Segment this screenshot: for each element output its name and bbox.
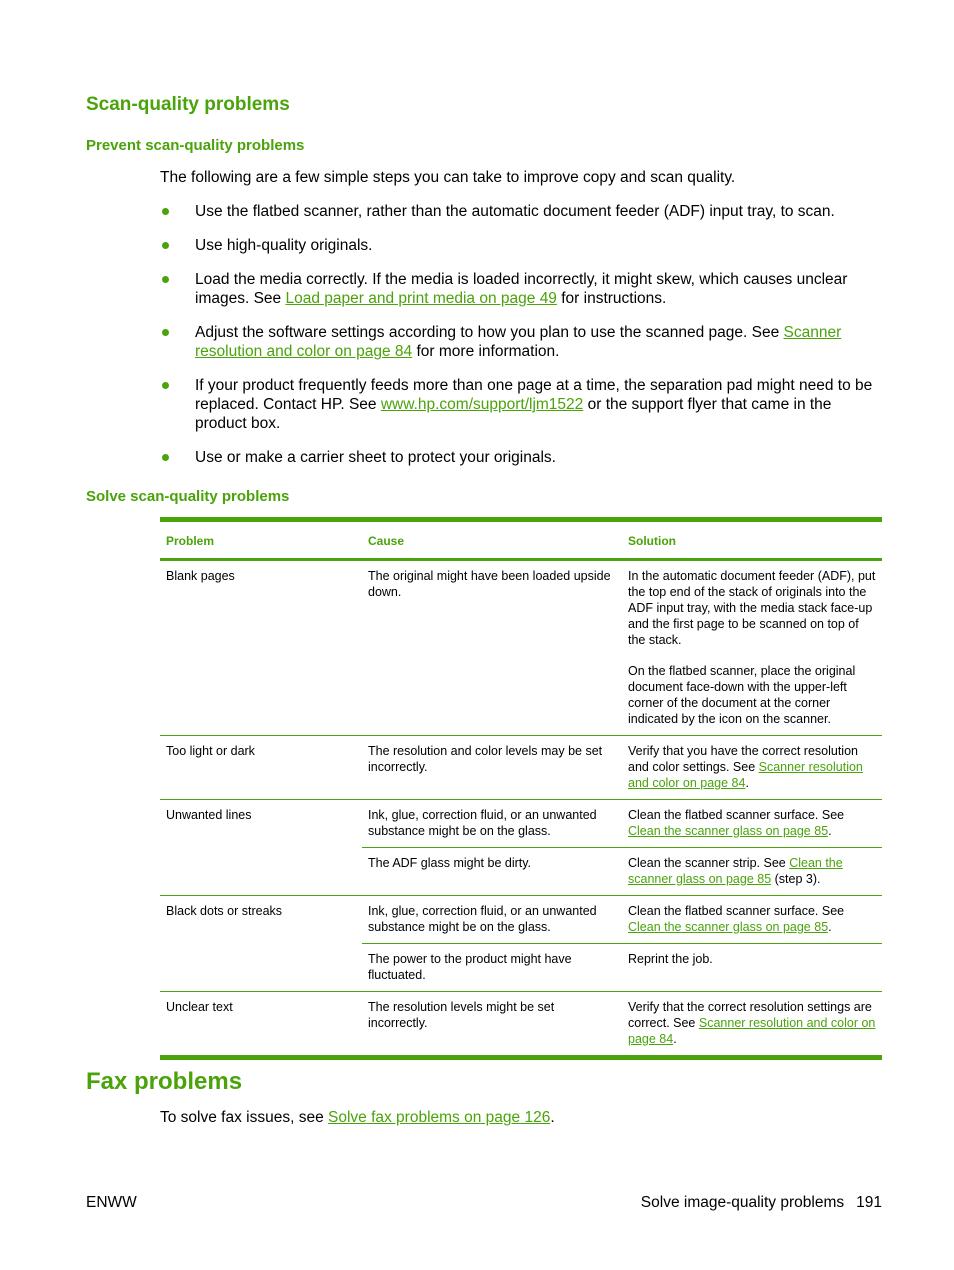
prevent-heading: Prevent scan-quality problems bbox=[86, 137, 305, 154]
scanner-resolution-link[interactable]: Scanner resolution and color on page 84 bbox=[628, 1016, 876, 1046]
table-row bbox=[160, 560, 882, 736]
page-number: 191 bbox=[856, 1194, 882, 1211]
solution-text: Clean the flatbed scanner surface. See bbox=[628, 904, 845, 918]
solution-paragraph: On the flatbed scanner, place the original document face-down with the upper-left corner of the document at the corner indicated by the icon on the scanner. bbox=[628, 664, 856, 726]
bullet-text: Adjust the software settings according to how you plan to use the scanned page. See bbox=[195, 324, 784, 341]
cell-problem: Black dots or streaks bbox=[166, 904, 283, 918]
header-cause: Cause bbox=[368, 534, 405, 548]
bullet-text: Use the flatbed scanner, rather than the automatic document feeder (ADF) input tray, to scan. bbox=[195, 203, 835, 220]
fax-text-after: . bbox=[550, 1109, 555, 1126]
load-paper-link[interactable]: Load paper and print media on page 49 bbox=[285, 290, 557, 307]
solution-text-after: . bbox=[673, 1032, 677, 1046]
bullet-text: Use high-quality originals. bbox=[195, 237, 373, 254]
scanner-resolution-link[interactable]: Scanner resolution and color on page 84 bbox=[628, 760, 863, 790]
table-row bbox=[160, 896, 882, 944]
cell-cause: Ink, glue, correction fluid, or an unwanted substance might be on the glass. bbox=[368, 808, 597, 838]
solution-text-after: . bbox=[828, 824, 832, 838]
cell-problem: Unclear text bbox=[166, 1000, 233, 1014]
prevent-bullet-list bbox=[160, 202, 882, 482]
solution-text: Verify that you have the correct resolution and color settings. See bbox=[628, 744, 858, 774]
scan-quality-table bbox=[160, 517, 882, 1060]
solution-text-after: . bbox=[828, 920, 832, 934]
hp-support-link[interactable]: www.hp.com/support/ljm1522 bbox=[380, 396, 584, 413]
cell-problem: Too light or dark bbox=[166, 744, 255, 758]
fax-heading: Fax problems bbox=[86, 1068, 243, 1095]
cell-cause: The ADF glass might be dirty. bbox=[368, 856, 532, 870]
bullet-text: If your product frequently feeds more than one page at a time, the separation pad might need to be replaced. Contact HP. See bbox=[195, 377, 873, 413]
table-row bbox=[160, 800, 882, 848]
bullet-text: Load the media correctly. If the media is loaded incorrectly, it might skew, which causes unclear images. See bbox=[195, 271, 848, 307]
solution-text-after: . bbox=[745, 776, 749, 790]
bullet-icon bbox=[162, 208, 169, 215]
footer-left: ENWW bbox=[86, 1194, 137, 1211]
cell-solution bbox=[622, 560, 882, 736]
table-header-row bbox=[160, 520, 882, 560]
clean-glass-link[interactable]: Clean the scanner glass on page 85 bbox=[628, 856, 843, 886]
solve-heading: Solve scan-quality problems bbox=[86, 488, 290, 505]
cell-problem: Unwanted lines bbox=[166, 808, 252, 822]
bullet-icon bbox=[162, 454, 169, 461]
cell-cause: The power to the product might have fluctuated. bbox=[368, 952, 572, 982]
bullet-text-after: for more information. bbox=[412, 343, 560, 360]
cell-cause: The resolution and color levels may be set incorrectly. bbox=[368, 744, 603, 774]
fax-text bbox=[160, 1109, 555, 1127]
bullet-item bbox=[160, 323, 882, 361]
bullet-text-after: or the support flyer that came in the product box. bbox=[195, 396, 832, 432]
section-title: Scan-quality problems bbox=[86, 94, 290, 115]
clean-glass-link[interactable]: Clean the scanner glass on page 85 bbox=[628, 824, 829, 838]
header-problem: Problem bbox=[166, 534, 215, 548]
bullet-item bbox=[160, 376, 882, 433]
bullet-icon bbox=[162, 276, 169, 283]
bullet-item bbox=[160, 270, 882, 308]
cell-solution bbox=[622, 896, 882, 944]
bullet-icon bbox=[162, 242, 169, 249]
solution-text: Clean the flatbed scanner surface. See bbox=[628, 808, 845, 822]
solution-paragraph: In the automatic document feeder (ADF), put the top end of the stack of originals into the ADF input tray, with the media stack face-up and the first page to be scanned on top of the stack. bbox=[628, 569, 876, 647]
fax-text-before: To solve fax issues, see bbox=[160, 1109, 328, 1126]
solution-text: Clean the scanner strip. See bbox=[628, 856, 790, 870]
solution-text-after: (step 3). bbox=[771, 872, 821, 886]
solve-fax-link[interactable]: Solve fax problems on page 126 bbox=[328, 1109, 551, 1126]
prevent-intro: The following are a few simple steps you can take to improve copy and scan quality. bbox=[160, 169, 736, 186]
bullet-item bbox=[160, 236, 882, 255]
cell-solution bbox=[622, 800, 882, 848]
cell-cause: The original might have been loaded upside down. bbox=[368, 569, 611, 599]
cell-solution bbox=[622, 736, 882, 800]
table-row bbox=[160, 992, 882, 1058]
footer-chapter-title: Solve image-quality problems bbox=[640, 1194, 845, 1211]
footer-right bbox=[641, 1194, 882, 1212]
solution-text: Verify that the correct resolution settings are correct. See bbox=[628, 1000, 872, 1030]
bullet-item bbox=[160, 448, 882, 467]
cell-cause: Ink, glue, correction fluid, or an unwanted substance might be on the glass. bbox=[368, 904, 597, 934]
cell-problem: Blank pages bbox=[166, 569, 235, 583]
bullet-item bbox=[160, 202, 882, 221]
scanner-resolution-link[interactable]: Scanner resolution and color on page 84 bbox=[195, 324, 842, 360]
clean-glass-link[interactable]: Clean the scanner glass on page 85 bbox=[628, 920, 829, 934]
cell-solution: Reprint the job. bbox=[628, 952, 713, 966]
cell-cause: The resolution levels might be set incorrectly. bbox=[368, 1000, 555, 1030]
bullet-text: Use or make a carrier sheet to protect your originals. bbox=[195, 449, 556, 466]
bullet-icon bbox=[162, 382, 169, 389]
bullet-text-after: for instructions. bbox=[556, 290, 667, 307]
cell-solution bbox=[622, 848, 882, 896]
cell-solution bbox=[622, 992, 882, 1058]
bullet-icon bbox=[162, 329, 169, 336]
table-row bbox=[160, 736, 882, 800]
header-solution: Solution bbox=[628, 534, 676, 548]
